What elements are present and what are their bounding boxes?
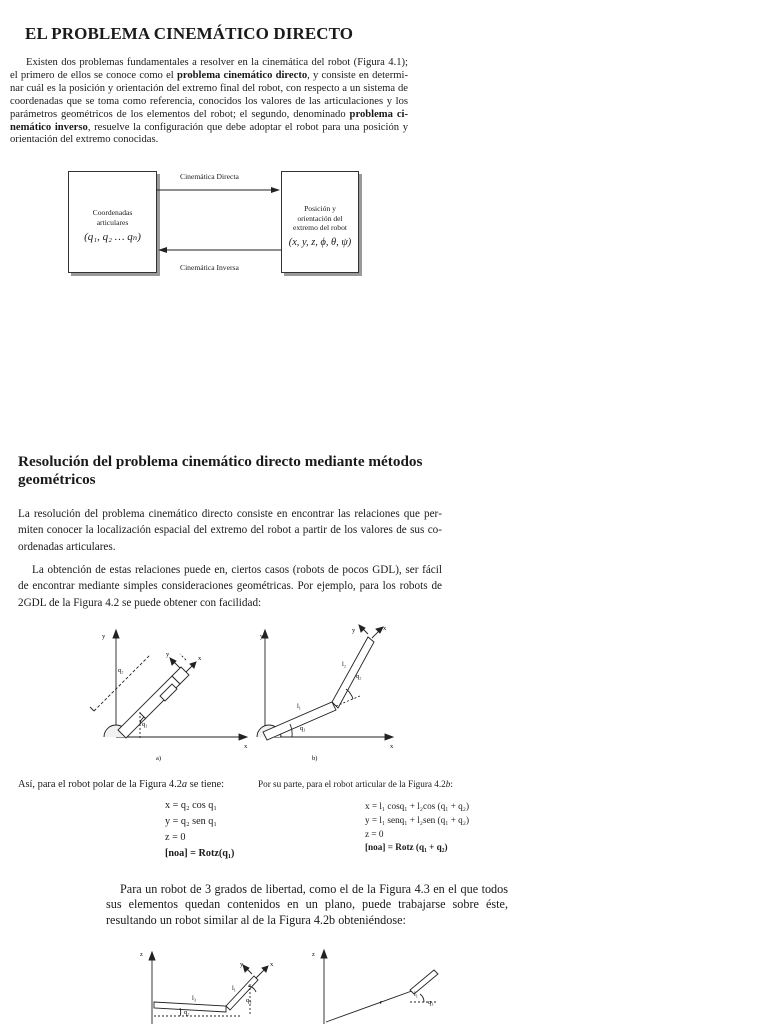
- equation-left-noa: [noa] = Rotz(q₁): [165, 848, 235, 859]
- equation-right-noa: [noa] = Rotz (q₁ + q₂): [365, 842, 448, 853]
- figure-4-2: [80, 620, 410, 768]
- figure-4-3-label-l3: l₃: [192, 995, 197, 1002]
- figure-4-3-label-l1-right: l₁: [414, 991, 419, 998]
- equation-right-y: y = l₁ senq₁ + l₂sen (q₁ + q₂): [365, 814, 470, 825]
- figure-4-2a-label-q2: q₂: [118, 667, 124, 674]
- end-effector-box: [281, 171, 359, 273]
- joint-coordinates-label: Coordenadas articulares: [92, 208, 133, 227]
- figure-4-2a-axis-y: y: [102, 633, 106, 640]
- equation-left-z: z = 0: [165, 832, 186, 843]
- figure-4-3-axis-z-right: z: [312, 951, 315, 958]
- paragraph-resolution: La resolución del problema cinemático directo consiste en encontrar las relaciones que permiten conocer la localización espacial del extremo del robot a partir de los valores de sus coordenadas articulares.: [18, 508, 442, 553]
- figure-4-3-right: [321, 950, 438, 1024]
- figure-4-2a-end-y: y: [166, 651, 170, 658]
- figure-4-3: [130, 944, 460, 1024]
- paragraph-3dof-text: Para un robot de 3 grados de libertad, como el de la Figura 4.3 en el que todos sus elementos quedan contenidos en un plano, puede trabajarse sobre éste, resultando un robot similar al de la Figura 4.2b obteniéndose:: [106, 882, 508, 927]
- figure-4-3-label-r: r: [380, 999, 383, 1006]
- section-title: EL PROBLEMA CINEMÁTICO DIRECTO: [25, 24, 354, 43]
- joint-coordinates-math: (q₁, q₂ … qₙ): [84, 231, 141, 244]
- figure-4-2b-axis-y: y: [260, 633, 264, 640]
- equations-right-intro: Por su parte, para el robot articular de la Figura 4.2b:: [258, 779, 453, 789]
- figure-4-2a-label-q1: q₁: [142, 721, 148, 728]
- figure-4-2-caption-a: a): [156, 755, 162, 762]
- joint-coordinates-box: [68, 171, 157, 273]
- figure-4-3-label-q3-right: q₃: [428, 999, 434, 1006]
- intro-paragraph: [10, 57, 408, 147]
- paragraph-obtention: [18, 562, 442, 611]
- paragraph-3dof: [106, 882, 508, 928]
- figure-4-3-label-q3-left: q₃: [246, 997, 252, 1004]
- figure-4-2b-axis-x: x: [390, 743, 394, 750]
- figure-4-2b-label-q1: q₁: [300, 725, 306, 732]
- kinematics-arrows: [150, 180, 290, 260]
- equation-left-x: x = q₂ cos q₁: [165, 800, 217, 811]
- figure-4-2b: [257, 625, 393, 740]
- figure-4-2b-end-x: x: [383, 625, 387, 632]
- equations-left: [165, 798, 234, 862]
- subsection-title: Resolución del problema cinemático directo mediante métodos geométricos: [18, 453, 423, 488]
- figure-4-3-end-x: x: [270, 961, 274, 968]
- figure-4-3-axis-z-left: z: [140, 951, 143, 958]
- equation-right-x: x = l₁ cosq₁ + l₂cos (q₁ + q₂): [365, 801, 470, 811]
- figure-4-2b-label-l2: l₂: [342, 661, 347, 668]
- figure-4-2b-end-y: y: [352, 627, 356, 634]
- intro-paragraph-text: Existen dos problemas fundamentales a resolver en la cinemática del robot (Figura 4.1); el primero de ellos se conoce como el problema cinemático directo, y consiste en determinar cuál es la posición y orientación del extremo final del robot, con respecto a un sistema de coordenadas que se toma como referencia, conocidos los valores de las articulaciones y los parámetros geométricos de los elementos del robot; el segundo, denominado problema cinemático inverso, resuelve la configuración que debe adoptar el robot para una posición y orientación del extremo conocidas.: [10, 57, 408, 146]
- forward-kinematics-label: Cinemática Directa: [180, 172, 239, 181]
- figure-4-2a-end-x: x: [198, 655, 202, 662]
- figure-4-3-left: [149, 952, 268, 1024]
- end-effector-label: Posición y orientación del extremo del robot: [293, 204, 347, 233]
- paragraph-obtention-text: La obtención de estas relaciones puede en, ciertos casos (robots de pocos GDL), ser fácil de encontrar mediante simples consideraciones geométricas. Por ejemplo, para los robots de 2GDL de la Figura 4.2 se puede obtener con facilidad:: [18, 564, 442, 609]
- equation-left-y: y = q₂ sen q₁: [165, 816, 217, 827]
- end-effector-math: (x, y, z, ϕ, θ, ψ): [288, 236, 352, 248]
- figure-4-2-caption-b: b): [312, 755, 318, 762]
- figure-4-2a: [90, 630, 247, 740]
- figure-4-2b-label-q2: q₂: [356, 673, 362, 680]
- equations-right: [365, 800, 469, 855]
- equations-left-intro: Así, para el robot polar de la Figura 4.2a se tiene:: [18, 779, 225, 790]
- equation-right-z: z = 0: [365, 828, 384, 839]
- figure-4-3-label-l1: l₁: [232, 985, 237, 992]
- figure-4-3-label-q2-left: q₂: [184, 1009, 190, 1016]
- figure-4-2a-axis-x: x: [244, 743, 248, 750]
- figure-4-2b-label-l1: l₁: [297, 703, 302, 710]
- inverse-kinematics-label: Cinemática Inversa: [180, 263, 239, 272]
- figure-4-3-end-y: y: [240, 961, 244, 968]
